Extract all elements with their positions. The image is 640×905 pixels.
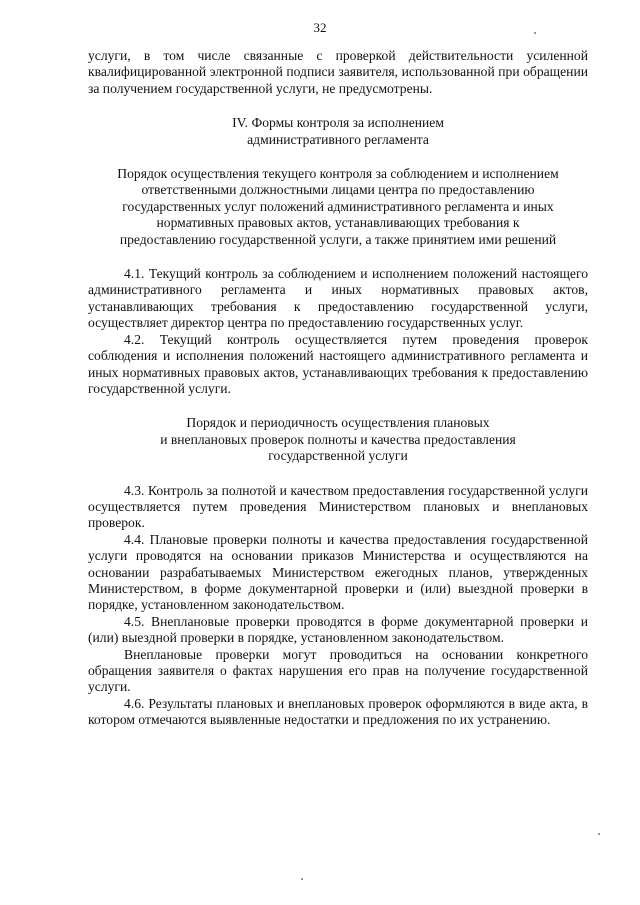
heading-line: Порядок и периодичность осуществления плановых <box>186 415 490 431</box>
intro-paragraph: услуги, в том числе связанные с проверкой действительности усиленной квалифицированной электронной подписи заявителя, использованной при обращении за получением государственной услуги, не предусмотрены. <box>88 48 588 96</box>
subsection-heading-inspections <box>88 415 588 464</box>
paragraph-4-3: 4.3. Контроль за полнотой и качеством предоставления государственной услуги осуществляется путем проведения Министерством плановых и внеплановых проверок. <box>88 482 588 531</box>
paragraph-4-2: 4.2. Текущий контроль осуществляется путем проведения проверок соблюдения и исполнения положений настоящего административного регламента и иных нормативных правовых актов, устанавливающих требования к предоставлению государственной услуги. <box>88 331 588 396</box>
heading-line: нормативных правовых актов, устанавливающих требования к <box>156 215 520 231</box>
paragraph-4-1: 4.1. Текущий контроль за соблюдением и исполнением положений настоящего административного регламента и иных нормативных правовых актов, устанавливающих требования к предоставлению государственной услуги, осуществляет директор центра по предоставлению государственных услуг. <box>88 266 588 331</box>
heading-line: ответственными должностными лицами центра по предоставлению <box>141 182 535 198</box>
section-title <box>88 115 588 148</box>
paragraph-4-5-continued: Внеплановые проверки могут проводиться на основании конкретного обращения заявителя о фактах нарушения его прав на получение государственной услуги. <box>88 646 588 695</box>
heading-line: предоставлению государственной услуги, а также принятием ими решений <box>119 231 557 247</box>
paragraph-4-5: 4.5. Внеплановые проверки проводятся в форме документарной проверки и (или) выездной проверки в порядке, установленном законодательством. <box>88 613 588 646</box>
paragraph-4-6: 4.6. Результаты плановых и внеплановых проверок оформляются в виде акта, в котором отмечаются выявленные недостатки и предложения по их устранению. <box>88 695 588 728</box>
section-title-line-1: IV. Формы контроля за исполнением <box>232 115 444 131</box>
section-title-line-2: административного регламента <box>247 131 429 147</box>
document-body <box>88 48 588 729</box>
scan-speck <box>534 32 536 34</box>
heading-line: государственных услуг положений административного регламента и иных <box>122 198 554 214</box>
subsection-heading-current-control <box>88 166 588 248</box>
paragraph-4-4: 4.4. Плановые проверки полноты и качества предоставления государственной услуги проводятся на основании приказов Министерства и осуществляются на основании разрабатываемых Министерством ежегодных планов, утвержденных Министерством, в форме документарной проверки и (или) выездной проверки в порядке, установленном законодательством. <box>88 531 588 613</box>
heading-line: и внеплановых проверок полноты и качества предоставления <box>160 431 516 447</box>
page-number: 32 <box>313 20 327 35</box>
heading-line: государственной услуги <box>268 448 408 464</box>
heading-line: Порядок осуществления текущего контроля за соблюдением и исполнением <box>117 166 559 182</box>
scan-speck <box>598 833 600 835</box>
scan-speck <box>301 878 303 880</box>
